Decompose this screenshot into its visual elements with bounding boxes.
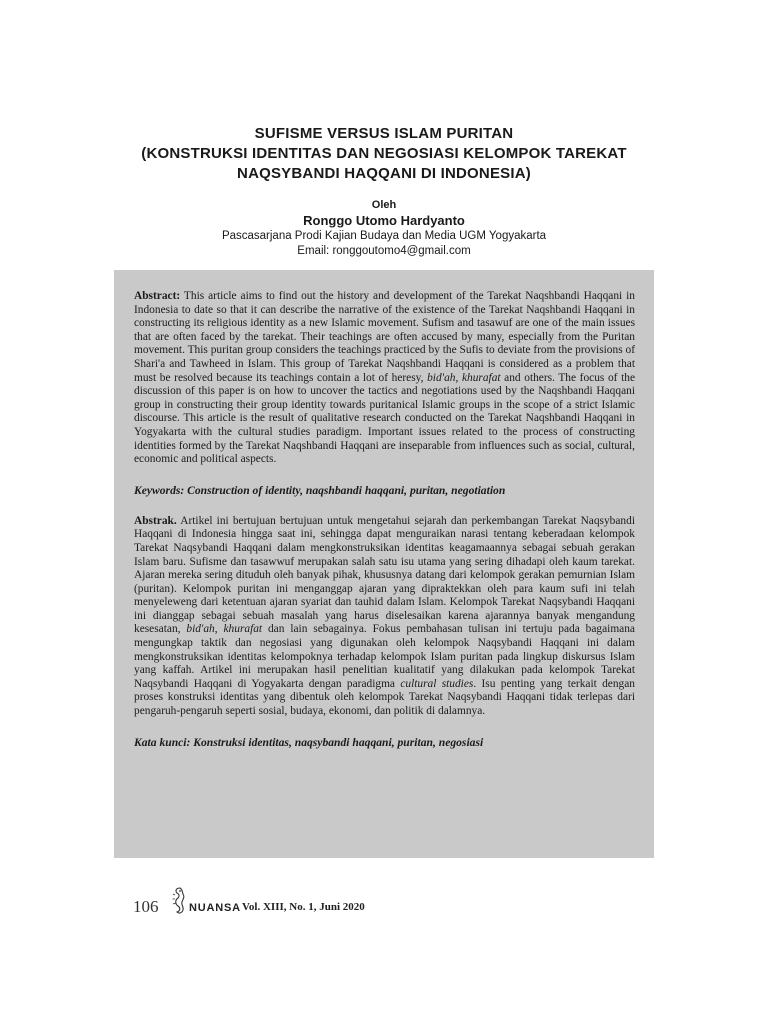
paper-header [0, 124, 768, 259]
journal-name: NUANSA [189, 902, 241, 914]
journal-volume: Vol. XIII, No. 1, Juni 2020 [242, 901, 365, 913]
page-number: 106 [133, 897, 159, 916]
abstrak-paragraph [134, 515, 635, 719]
author-email: Email: ronggoutomo4@gmail.com [297, 245, 471, 257]
title-line-3: NAQSYBANDI HAQQANI DI INDONESIA) [237, 165, 531, 182]
abstrak-italic-1: bid'ah [186, 623, 215, 636]
abstract-text-1: This article aims to find out the history and development of the Tarekat Naqshbandi Haqqani in Indonesia to date so that it can describe the narrative of the existence of the Tarekat Naqshbandi Haqqani in constructing its religious identity as a new Islamic movement. Sufism and tasawuf are one of the main issues that are often faced by the tarekat. Their teachings are often accused by many, especially from the Puritan movement. This puritan group considers the teachings practiced by the Sufis to deviate from the provisions of Shari'a and Tawheed in Islam. This group of Tarekat Naqshbandi Haqqani is considered as a problem that must be resolved because its teachings contain a lot of heresy, [134, 290, 635, 384]
kata-kunci: Kata kunci: Konstruksi identitas, naqsybandi haqqani, puritan, negosiasi [134, 735, 484, 749]
abstrak-italic-2: khurafat [223, 623, 263, 636]
title-line-2: (KONSTRUKSI IDENTITAS DAN NEGOSIASI KELOMPOK TAREKAT [141, 145, 627, 162]
abstrak-italic-3: cultural studies [400, 677, 474, 690]
seahorse-logo-icon [171, 886, 187, 916]
abstract-label: Abstract: [134, 290, 181, 302]
keywords: Keywords: Construction of identity, naqshbandi haqqani, puritan, negotiation [134, 483, 506, 497]
title-line-1: SUFISME VERSUS ISLAM PURITAN [254, 125, 514, 142]
abstract-box [114, 270, 654, 858]
abstrak-sep-1: , [214, 623, 224, 636]
abstract-paragraph [134, 290, 635, 467]
abstract-italic-1: bid'ah [427, 371, 456, 384]
page-footer [133, 886, 553, 926]
author-name: Ronggo Utomo Hardyanto [303, 213, 465, 228]
abstract-sep-1: , [455, 371, 462, 384]
abstrak-text-1: Artikel ini bertujuan bertujuan untuk mengetahui sejarah dan perkembangan Tarekat Naqsybandi Haqqani di Indonesia hingga saat ini, sehingga dapat menguraikan narasi tentang keberadaan kelompok Tarekat Naqsybandi Haqqani dalam mengkonstruksikan identitas keagamaannya sebagai sebuah gerakan Islam baru. Sufisme dan tasawwuf merupakan salah satu isu utama yang sering dihadapi oleh kaum tarekat. Ajaran mereka sering dituduh oleh banyak pihak, khususnya datang dari kelompok gerakan pemurnian Islam (puritan). Kelompok puritan ini menganggap ajaran yang dipraktekkan oleh para kaum sufi ini telah menyeleweng dari ketentuan ajaran syariat dan tauhid dalam Islam. Kelompok Tarekat Naqsybandi Haqqani ini dianggap sebagai sebuah masalah yang harus diselesaikan karena ajarannya banyak mengandung kesesatan, [134, 514, 635, 636]
abstrak-text-2: dan lain sebagainya. Fokus pembahasan tulisan ini tertuju pada bagaimana mengungkap taktik dan negosiasi yang digunakan oleh kelompok Naqsybandi Haqqani ini dalam mengkonstruksikan identitas kelompoknya terhadap kelompok Islam puritan pada lingkup diskursus Islam yang kaffah. Artikel ini merupakan hasil penelitian kualitatif yang dilakukan pada kelompok Tarekat Naqsybandi Haqqani di Yogyakarta dengan paradigma [134, 623, 635, 690]
abstract-text-2: and others. The focus of the discussion of this paper is on how to uncover the tactics and negotiations used by the Naqshbandi Haqqani group in constructing their group identity towards puritanical Islamic groups in the scope of a strict Islamic discourse. This article is the result of qualitative research conducted on the Tarekat Naqshbandi Haqqani in Yogyakarta with the cultural studies paradigm. Important issues related to the process of constructing identities formed by the Tarekat Naqshbandi Haqqani are inseparable from influences such as social, cultural, economic and political aspects. [134, 371, 635, 466]
oleh-label: Oleh [371, 199, 397, 211]
abstract-italic-2: khurafat [461, 371, 501, 384]
author-affiliation: Pascasarjana Prodi Kajian Budaya dan Media UGM Yogyakarta [221, 230, 547, 242]
abstrak-text-3: . Isu penting yang terkait dengan proses konstruksi identitas yang dibentuk oleh kelompok Tarekat Naqsybandi Haqqani tidak terlepas dari pengaruh-pengaruh seperti sosial, budaya, ekonomi, dan politik di dalamnya. [134, 677, 635, 718]
abstrak-label: Abstrak. [134, 514, 177, 527]
